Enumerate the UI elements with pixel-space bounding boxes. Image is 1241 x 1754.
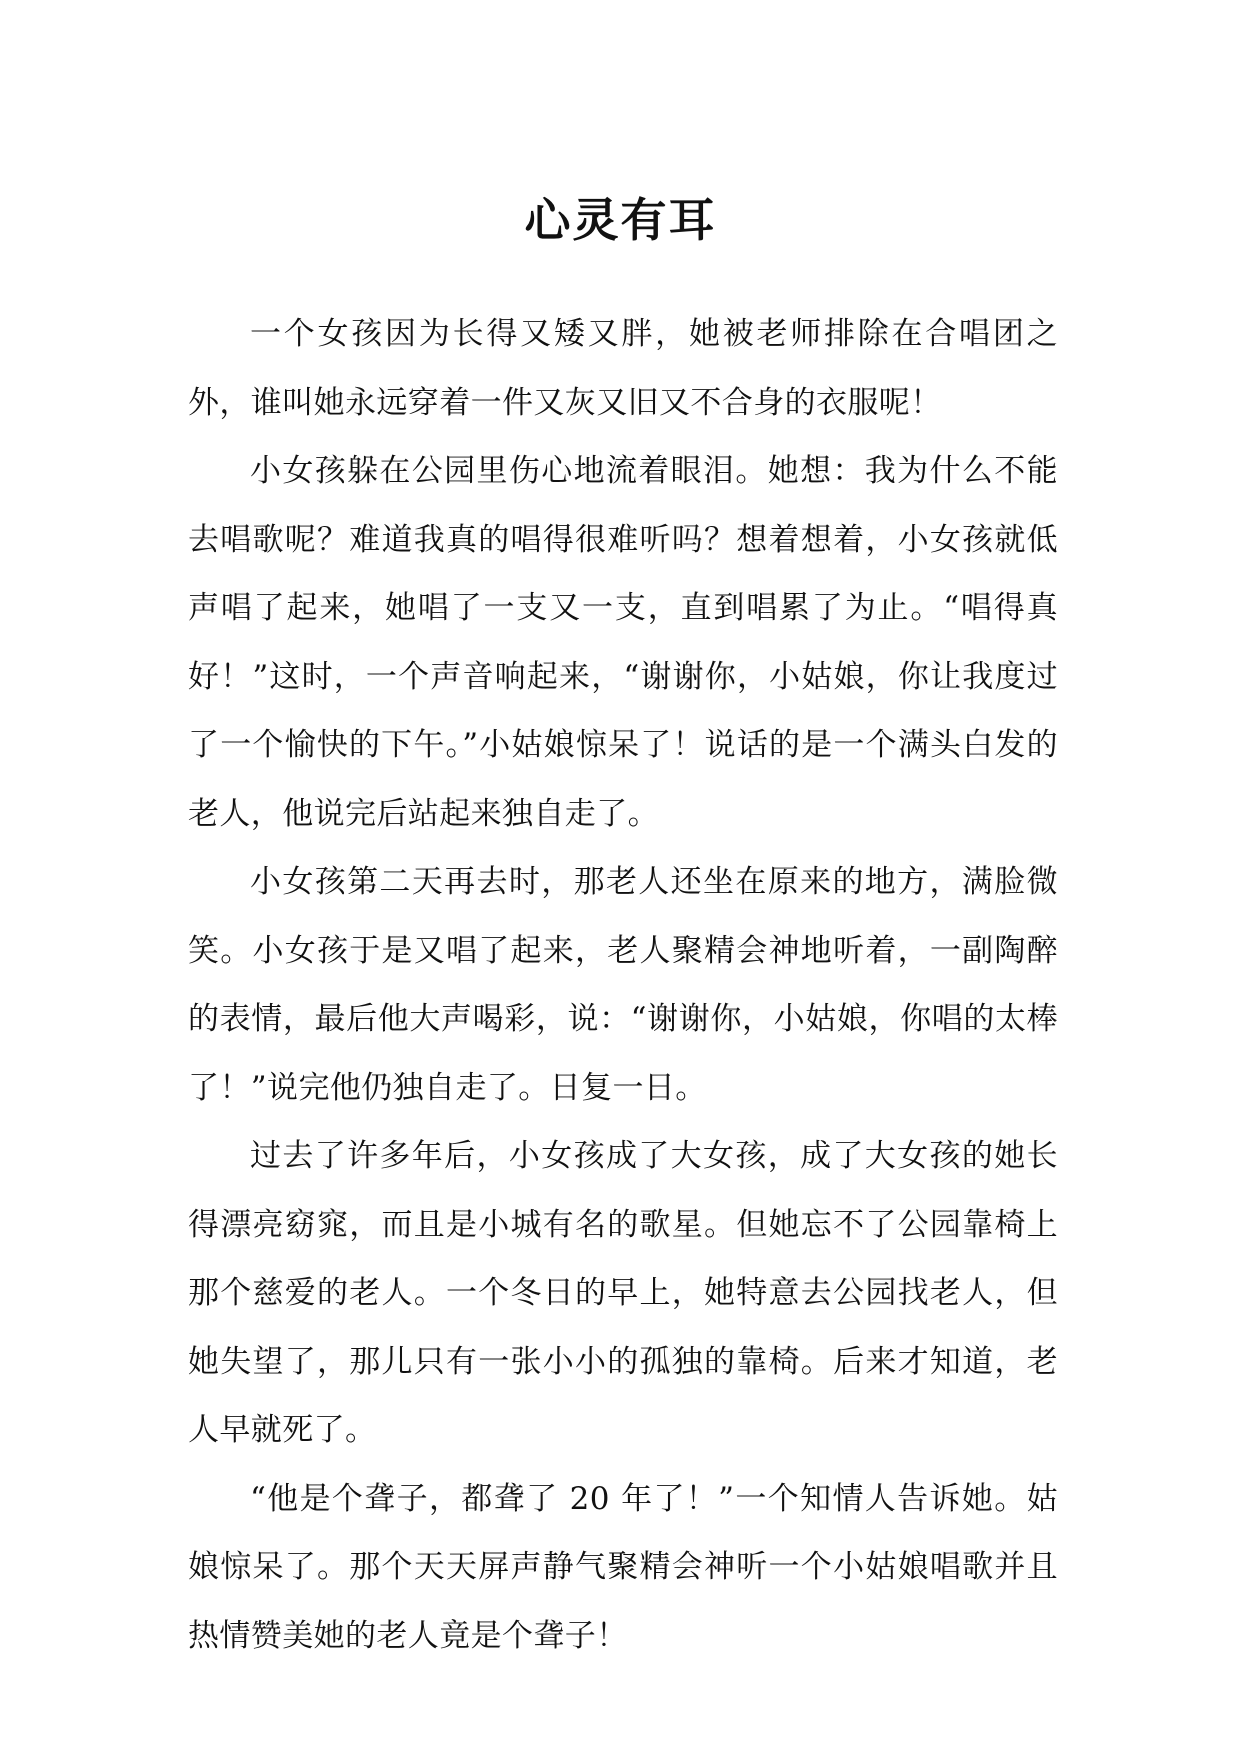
paragraph-3: 小女孩第二天再去时，那老人还坐在原来的地方，满脸微笑。小女孩于是又唱了起来，老人聚精会神地听着，一副陶醉的表情，最后他大声喝彩，说：“谢谢你，小姑娘，你唱的太棒了！”说完他仍独自走了。日复一日。 — [188, 864, 1058, 1106]
paragraph-4: 过去了许多年后，小女孩成了大女孩，成了大女孩的她长得漂亮窈窕，而且是小城有名的歌星。但她忘不了公园靠椅上那个慈爱的老人。一个冬日的早上，她特意去公园找老人，但她失望了，那儿只有一张小小的孤独的靠椅。后来才知道，老人早就死了。 — [188, 1138, 1058, 1448]
paragraph-2: 小女孩躲在公园里伤心地流着眼泪。她想：我为什么不能去唱歌呢？难道我真的唱得很难听吗？想着想着，小女孩就低声唱了起来，她唱了一支又一支，直到唱累了为止。“唱得真好！”这时，一个声音响起来，“谢谢你，小姑娘，你让我度过了一个愉快的下午。”小姑娘惊呆了！说话的是一个满头白发的老人，他说完后站起来独自走了。 — [188, 453, 1058, 832]
document-title: 心灵有耳 — [524, 193, 717, 247]
paragraph-1: 一个女孩因为长得又矮又胖，她被老师排除在合唱团之外，谁叫她永远穿着一件又灰又旧又不合身的衣服呢！ — [188, 316, 1058, 421]
document-body — [188, 300, 1058, 1670]
paragraph-5: “他是个聋子，都聋了 20 年了！”一个知情人告诉她。姑娘惊呆了。那个天天屏声静气聚精会神听一个小姑娘唱歌并且热情赞美她的老人竟是个聋子！ — [188, 1480, 1058, 1654]
